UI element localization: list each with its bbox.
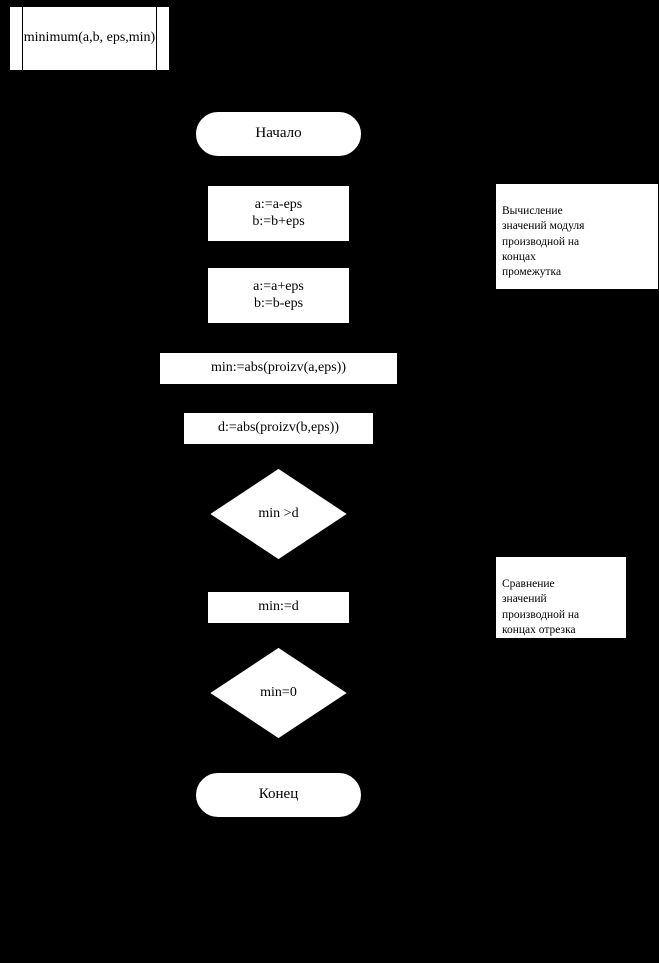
annotation-note-1 (495, 183, 659, 290)
node-process-1 (207, 185, 350, 242)
node-process-5-label: min:=d (258, 599, 299, 615)
title-right-rule (156, 7, 157, 70)
node-process-4-label: d:=abs(proizv(b,eps)) (217, 420, 340, 436)
node-start (195, 111, 362, 157)
title-left-rule (22, 7, 23, 70)
node-decision-2-label: min=0 (260, 685, 297, 700)
node-process-5 (207, 591, 350, 624)
node-process-2 (207, 267, 350, 324)
node-decision-2 (208, 646, 349, 740)
annotation-note-2 (495, 556, 627, 639)
node-start-label: Начало (255, 125, 302, 142)
node-process-3-label: min:=abs(proizv(a,eps)) (210, 360, 347, 376)
node-process-4 (183, 412, 374, 445)
annotation-note-1-label: Вычисление значений модуля производной на концах промежутка (502, 205, 585, 278)
node-decision-1 (208, 467, 349, 561)
node-end-label: Конец (258, 786, 299, 803)
node-process-3 (159, 352, 398, 385)
node-process-1-label: a:=a-eps b:=b+eps (252, 196, 305, 229)
node-decision-1-label: min >d (258, 506, 299, 521)
annotation-note-2-label: Сравнение значений производной на концах отрезка (502, 578, 580, 636)
node-process-2-label: a:=a+eps b:=b-eps (253, 278, 304, 311)
node-end (195, 772, 362, 818)
subprogram-title-box (9, 6, 170, 71)
subprogram-title-label: minimum(a,b, eps,min) (23, 30, 156, 46)
